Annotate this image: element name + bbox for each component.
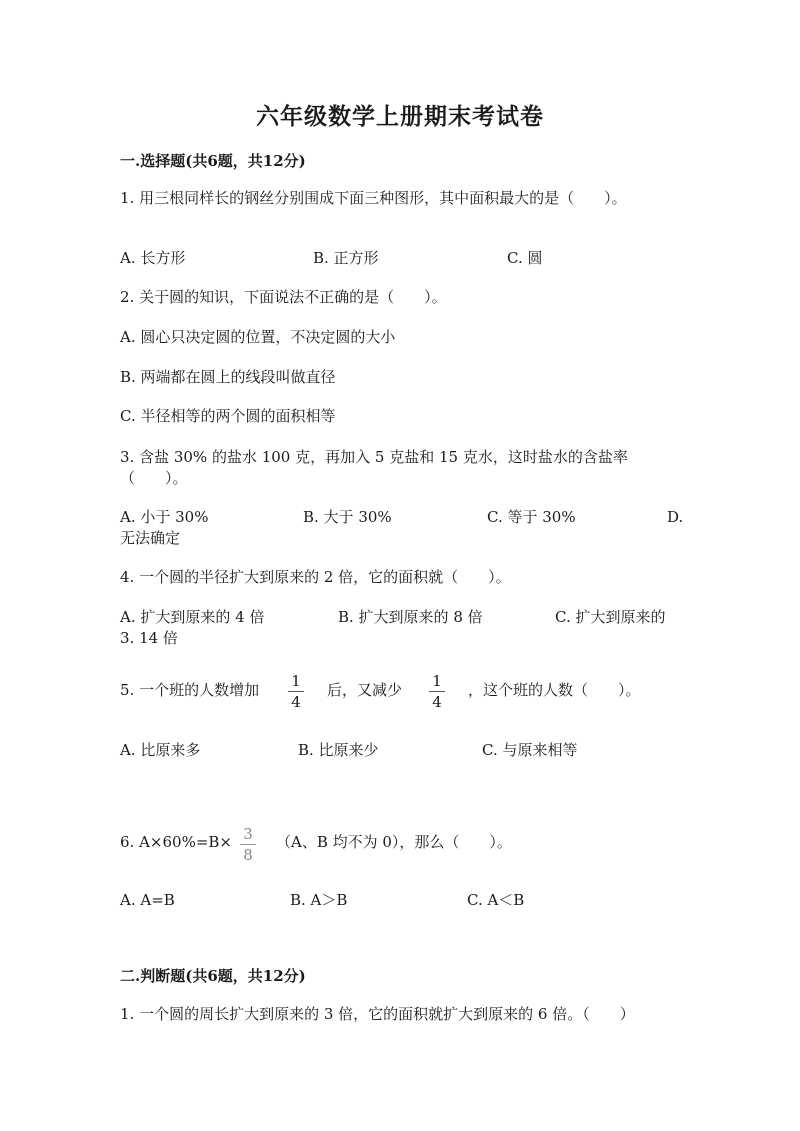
- section-heading-judgement: 二.判断题(共6题，共12分): [120, 967, 306, 985]
- question-6-stem-part1: 6. A×60%=B×: [120, 833, 232, 851]
- question-6-stem-part2: （A、B 均不为 0），那么（ ）。: [276, 833, 512, 851]
- q4-option-c: C. 扩大到原来的: [555, 608, 666, 626]
- question-5-stem-part3: ，这个班的人数（ ）。: [468, 681, 641, 699]
- judgement-question-1-stem: 1. 一个圆的周长扩大到原来的 3 倍，它的面积就扩大到原来的 6 倍。（ ）: [120, 1005, 635, 1023]
- question-5-stem-part2: 后，又减少: [327, 681, 403, 699]
- q2-option-c: C. 半径相等的两个圆的面积相等: [120, 407, 336, 425]
- q5-option-a: A. 比原来多: [120, 741, 201, 759]
- q6-option-a: A. A=B: [120, 891, 175, 909]
- q5-fraction-2: [429, 673, 445, 710]
- q1-option-a: A. 长方形: [120, 249, 186, 267]
- q5-option-c: C. 与原来相等: [482, 741, 578, 759]
- question-4-stem: 4. 一个圆的半径扩大到原来的 2 倍，它的面积就（ ）。: [120, 568, 511, 586]
- question-3-stem-line1: 3. 含盐 30% 的盐水 100 克，再加入 5 克盐和 15 克水，这时盐水的含盐率: [120, 448, 628, 466]
- q6-option-b: B. A＞B: [290, 891, 348, 909]
- q3-option-c: C. 等于 30%: [487, 508, 576, 526]
- q4-option-b: B. 扩大到原来的 8 倍: [338, 608, 483, 626]
- q4-option-c-text: 3. 14 倍: [120, 629, 178, 647]
- page-title: 六年级数学上册期末考试卷: [256, 103, 544, 130]
- q3-option-b: B. 大于 30%: [303, 508, 392, 526]
- q1-option-b: B. 正方形: [313, 249, 379, 267]
- q3-option-d-text: 无法确定: [120, 529, 181, 547]
- q5-option-b: B. 比原来少: [298, 741, 379, 759]
- q6-fraction-numerator: 3: [243, 825, 253, 843]
- q2-option-a: A. 圆心只决定圆的位置，不决定圆的大小: [120, 328, 396, 346]
- q5-fraction-1: [288, 673, 304, 710]
- q5-fraction-2-bar: [429, 691, 445, 692]
- q6-fraction-bar: [240, 844, 256, 845]
- q6-fraction: [240, 826, 256, 863]
- q5-fraction-1-denominator: 4: [291, 693, 301, 711]
- q6-option-c: C. A＜B: [467, 891, 525, 909]
- question-3-stem-line2: （ ）。: [120, 469, 188, 487]
- question-5-stem-part1: 5. 一个班的人数增加: [120, 681, 260, 699]
- q4-option-a: A. 扩大到原来的 4 倍: [120, 608, 265, 626]
- q3-option-a: A. 小于 30%: [120, 508, 209, 526]
- q1-option-c: C. 圆: [507, 249, 543, 267]
- q2-option-b: B. 两端都在圆上的线段叫做直径: [120, 368, 336, 386]
- q5-fraction-2-numerator: 1: [432, 672, 442, 690]
- section-heading-choice: 一.选择题(共6题，共12分): [120, 152, 306, 170]
- q5-fraction-1-bar: [288, 691, 304, 692]
- question-1-stem: 1. 用三根同样长的钢丝分别围成下面三种图形，其中面积最大的是（ ）。: [120, 189, 627, 207]
- q3-option-d: D.: [667, 508, 684, 526]
- q5-fraction-1-numerator: 1: [291, 672, 301, 690]
- q6-fraction-denominator: 8: [243, 846, 253, 864]
- question-2-stem: 2. 关于圆的知识，下面说法不正确的是（ ）。: [120, 288, 447, 306]
- q5-fraction-2-denominator: 4: [432, 693, 442, 711]
